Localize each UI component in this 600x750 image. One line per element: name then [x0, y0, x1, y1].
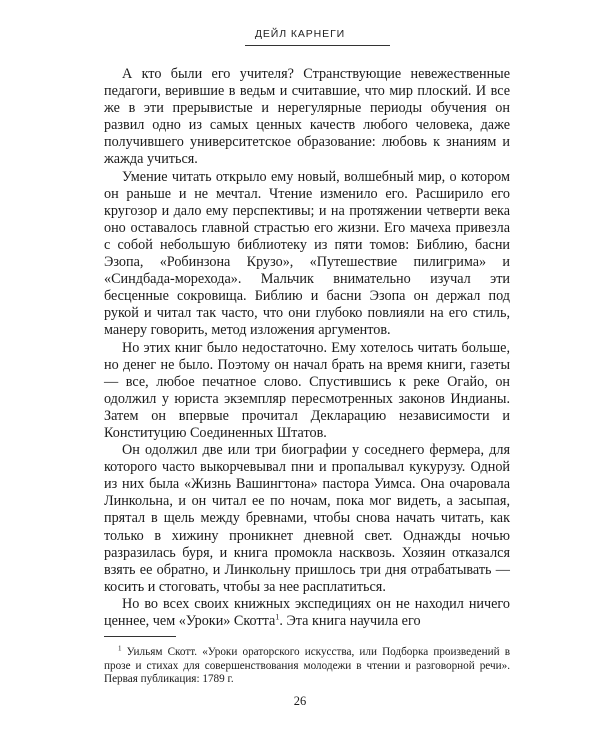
page-number: 26 [293, 694, 307, 708]
footnote-number: 1 [118, 644, 122, 653]
paragraph-5-text: Но во всех своих книжных экспедициях он не находил ничего ценнее, чем «Уроки» Скотта [104, 595, 510, 629]
paragraph-2: Умение читать открыло ему новый, волшебный мир, о котором он раньше и не мечтал. Чтение изменило его. Расширило его кругозор и дало ему перспективы; и на протяжении четверти века оно оставалось главной страстью его жизни. Его мачеха привезла с собой небольшую библиотеку из пяти томов: Библию, басни Эзопа, «Робинзона Крузо», «Путешествие пилигрима» и «Синдбада-морехода». Мальчик внимательно изучал эти бесценные сокровища. Библию и басни Эзопа он держал под рукой и читал так часто, что они глубоко повлияли на его стиль, манеру говорить, метод изложения аргументов. [104, 168, 510, 339]
header-rule [245, 45, 390, 46]
paragraph-4: Он одолжил две или три биографии у соседнего фермера, для которого часто выкорчевывал пни и пропалывал кукурузу. Одной из них была «Жизнь Вашингтона» пастора Уимса. Она очаровала Линкольна, и он читал ее по ночам, пока мог видеть, а засыпая, прятал в щель между бревнами, чтобы снова начать читать, как только в хижину проникнет дневной свет. Однажды ночью разразилась буря, и книга промокла насквозь. Хозяин отказался взять ее обратно, и Линкольну пришлось три дня отрабатывать — косить и стоговать, чтобы за нее расплатиться. [104, 442, 510, 595]
footnote-reference[interactable]: 1 [275, 612, 280, 622]
paragraph-3: Но этих книг было недостаточно. Ему хотелось читать больше, но денег не было. Поэтому он начал брать на время книги, газеты — все, любое печатное слово. Спустившись к реке Огайо, он одолжил у юриста экземпляр пересмотренных законов Индианы. Затем он впервые прочитал Декларацию независимости и Конституцию Соединенных Штатов. [104, 339, 510, 441]
running-header: ДЕЙЛ КАРНЕГИ [254, 28, 346, 40]
body-text [104, 66, 510, 630]
paragraph-5 [104, 596, 510, 630]
footnote-text: Уильям Скотт. «Уроки ораторского искусства, или Подборка произведений в прозе и стихах для совершенствования молодежи в чтении и разговорной речи». Первая публикация: 1789 г. [104, 646, 510, 686]
footnote [104, 646, 510, 687]
paragraph-1: А кто были его учителя? Странствующие невежественные педагоги, верившие в ведьм и считавшие, что мир плоский. И все же в эти прерывистые и нерегулярные периоды обучения он развил одно из самых ценных качеств любого человека, даже получившего университетское образование: любовь к знаниям и жажда учиться. [104, 66, 510, 168]
footnote-rule [104, 636, 176, 637]
paragraph-5-tail: . Эта книга научила его [279, 613, 421, 629]
